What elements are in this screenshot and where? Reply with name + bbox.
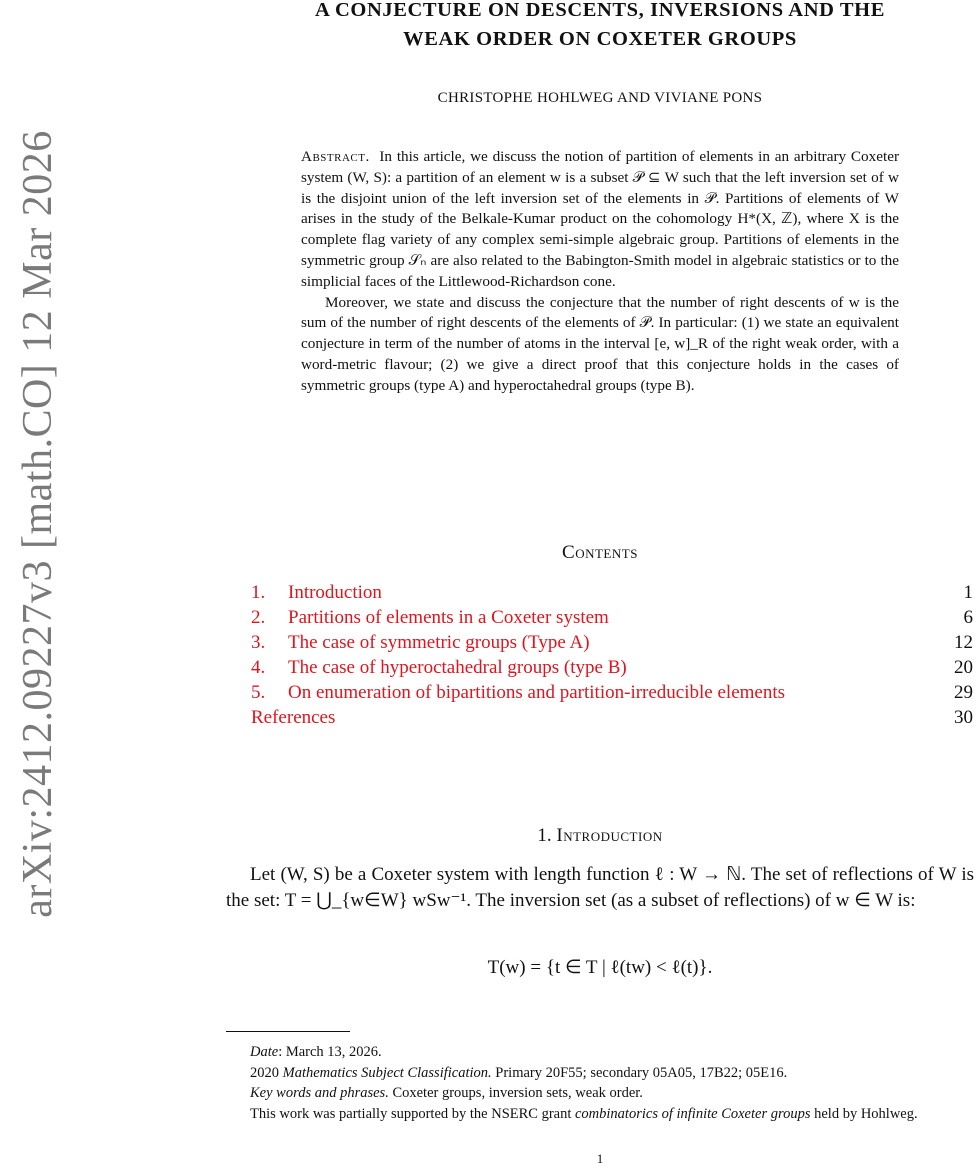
toc-number: 5. (251, 682, 266, 703)
toc-page: 12 (954, 632, 973, 653)
section-title: Introduction (556, 825, 663, 846)
abstract-text-1: In this article, we discuss the notion of partition of elements in an arbitrary Coxeter system (W, S): a partition of an element w is a subset 𝒫 ⊆ W such that the left inversion set of w is the disjoint union of the left inversion set of the elements in 𝒫. Partitions of elements of W arises in the study of the Belkale-Kumar product on the cohomology H*(X, ℤ), where X is the complete flag variety of any complex semi-simple algebraic group. Partitions of elements in the symmetric group 𝒮ₙ are also related to the Babington-Smith model in algebraic statistics or to the simplicial faces of the Littlewood-Richardson cone. (301, 148, 899, 290)
toc-link[interactable] (251, 580, 382, 605)
inversion-set-formula: T(w) = {t ∈ T | ℓ(tw) < ℓ(t)}. (487, 957, 713, 978)
toc-page: 1 (963, 582, 973, 603)
toc-label: Partitions of elements in a Coxeter system (288, 607, 609, 628)
keywords-value: Coxeter groups, inversion sets, weak order. (392, 1085, 643, 1101)
arxiv-stamp: arXiv:2412.09227v3 [math.CO] 12 Mar 2026 (15, 130, 61, 918)
toc-item-references[interactable] (251, 705, 973, 730)
msc-value: Primary 20F55; secondary 05A05, 17B22; 05E16. (495, 1064, 788, 1081)
toc-label: References (251, 707, 336, 728)
toc-item-partitions[interactable] (251, 605, 973, 630)
authors: CHRISTOPHE HOHLWEG AND VIVIANE PONS (437, 90, 763, 106)
toc-number: 3. (251, 632, 266, 653)
paper-title (240, 0, 960, 54)
toc-item-enumeration[interactable] (251, 680, 973, 705)
abstract-label: Abstract. (301, 148, 370, 165)
footnote-keywords (226, 1083, 974, 1104)
msc-label: Mathematics Subject Classification. (282, 1064, 492, 1081)
abstract (301, 147, 899, 397)
page-number: 1 (596, 1151, 604, 1166)
footnote-msc (226, 1063, 974, 1084)
contents-heading: Contents (562, 542, 638, 563)
grant-holder: held by Hohlweg. (814, 1105, 918, 1122)
footnotes (226, 1042, 974, 1124)
section-number: 1. (537, 825, 552, 846)
msc-year: 2020 (250, 1064, 279, 1081)
table-of-contents (251, 580, 973, 730)
abstract-paragraph-2: Moreover, we state and discuss the conjecture that the number of right descents of w is the sum of the number of right descents of the elements of 𝒫. In particular: (1) we state an equivalent conjecture in term of the number of atoms in the interval [e, w]_R of the right weak order, with a word-metric flavour; (2) we give a direct proof that this conjecture holds in the cases of symmetric groups (type A) and hyperoctahedral groups (type B). (301, 293, 899, 394)
toc-number: 4. (251, 657, 266, 678)
toc-item-type-b[interactable] (251, 655, 973, 680)
toc-page: 29 (954, 682, 973, 703)
grant-name: combinatorics of infinite Coxeter groups (575, 1105, 811, 1122)
date-label: Date (250, 1044, 279, 1060)
title-line-1: A CONJECTURE ON DESCENTS, INVERSIONS AND THE (315, 0, 885, 21)
date-value: : March 13, 2026. (278, 1044, 382, 1060)
toc-link[interactable] (251, 680, 785, 705)
introduction-body (226, 862, 974, 913)
abstract-paragraph-1 (301, 147, 899, 293)
toc-label: The case of hyperoctahedral groups (type B) (288, 657, 627, 678)
toc-label: The case of symmetric groups (Type A) (288, 632, 590, 653)
section-heading-introduction (240, 825, 960, 847)
toc-link[interactable] (251, 655, 627, 680)
toc-number: 2. (251, 607, 266, 628)
footnote-grant (226, 1104, 974, 1125)
keywords-label: Key words and phrases. (250, 1085, 389, 1101)
toc-item-introduction[interactable] (251, 580, 973, 605)
toc-page: 30 (954, 707, 973, 728)
toc-item-type-a[interactable] (251, 630, 973, 655)
introduction-paragraph: Let (W, S) be a Coxeter system with length function ℓ : W → ℕ. The set of reflections of W is the set: T = ⋃_{w∈W} wSw⁻¹. The inversion set (as a subset of reflections) of w ∈ W is: (226, 864, 974, 911)
toc-page: 6 (963, 607, 973, 628)
grant-text: This work was partially supported by the NSERC grant (250, 1105, 572, 1122)
title-line-2: WEAK ORDER ON COXETER GROUPS (403, 28, 797, 50)
toc-link[interactable] (251, 630, 590, 655)
toc-number: 1. (251, 582, 266, 603)
footnote-date (226, 1042, 974, 1063)
toc-link[interactable] (251, 605, 609, 630)
footnote-rule (226, 1031, 350, 1032)
toc-label: On enumeration of bipartitions and partition-irreducible elements (288, 682, 786, 703)
toc-label: Introduction (288, 582, 382, 603)
toc-page: 20 (954, 657, 973, 678)
toc-link[interactable] (251, 705, 335, 730)
